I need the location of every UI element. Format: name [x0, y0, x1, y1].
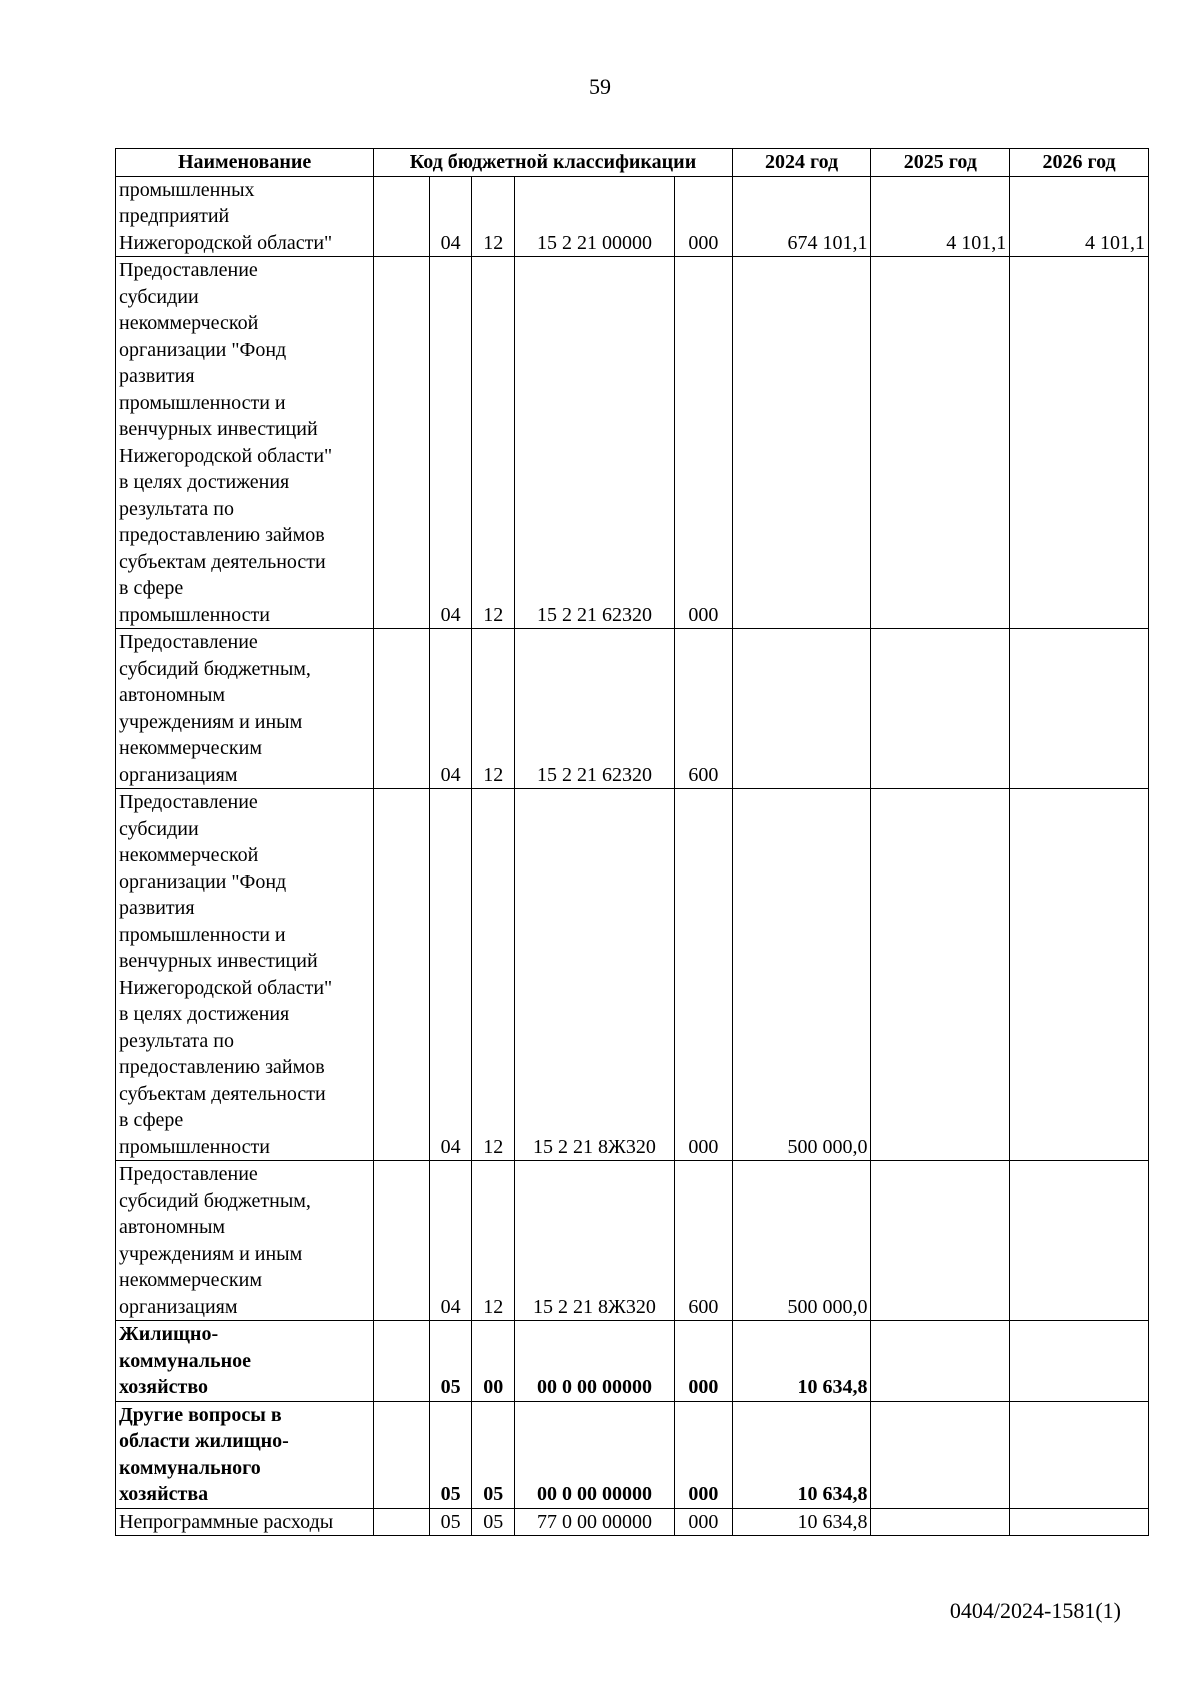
row-name: Другие вопросы в области жилищно- коммунального хозяйства [116, 1401, 374, 1508]
row-value-2024: 500 000,0 [732, 1161, 871, 1321]
row-name: Непрограммные расходы [116, 1508, 374, 1536]
row-value-2026 [1010, 1321, 1149, 1402]
row-value-2025 [871, 629, 1010, 789]
row-name: Жилищно- коммунальное хозяйство [116, 1321, 374, 1402]
header-2024: 2024 год [732, 149, 871, 177]
table-row [116, 1321, 1149, 1402]
row-code-part-1 [374, 1321, 430, 1402]
row-expense-type: 600 [674, 629, 732, 789]
row-section: 04 [429, 1161, 472, 1321]
row-name: Предоставление субсидий бюджетным, автономным учреждениям и иным некоммерческим организациям [116, 1161, 374, 1321]
row-code-part-1 [374, 789, 430, 1161]
row-section: 04 [429, 257, 472, 629]
row-subsection: 12 [472, 257, 515, 629]
row-section: 05 [429, 1321, 472, 1402]
table-row [116, 1401, 1149, 1508]
row-value-2024 [732, 629, 871, 789]
row-value-2025 [871, 789, 1010, 1161]
table-row [116, 176, 1149, 257]
row-section: 04 [429, 629, 472, 789]
row-section: 04 [429, 789, 472, 1161]
row-value-2024: 500 000,0 [732, 789, 871, 1161]
row-expense-type: 000 [674, 789, 732, 1161]
row-section: 04 [429, 176, 472, 257]
row-value-2026 [1010, 257, 1149, 629]
row-expense-type: 000 [674, 1321, 732, 1402]
row-value-2024: 674 101,1 [732, 176, 871, 257]
table-row [116, 1161, 1149, 1321]
document-code: 0404/2024-1581(1) [949, 1598, 1121, 1623]
row-subsection: 12 [472, 1161, 515, 1321]
row-code-part-1 [374, 1508, 430, 1536]
row-value-2024: 10 634,8 [732, 1508, 871, 1536]
header-name: Наименование [116, 149, 374, 177]
row-target-article: 15 2 21 8Ж320 [514, 1161, 674, 1321]
row-subsection: 12 [472, 176, 515, 257]
row-code-part-1 [374, 1161, 430, 1321]
header-2025: 2025 год [871, 149, 1010, 177]
row-expense-type: 000 [674, 176, 732, 257]
row-expense-type: 000 [674, 1401, 732, 1508]
row-value-2026 [1010, 1401, 1149, 1508]
row-expense-type: 600 [674, 1161, 732, 1321]
row-value-2025 [871, 257, 1010, 629]
row-subsection: 12 [472, 629, 515, 789]
row-expense-type: 000 [674, 1508, 732, 1536]
row-target-article: 00 0 00 00000 [514, 1321, 674, 1402]
row-target-article: 77 0 00 00000 [514, 1508, 674, 1536]
row-value-2025 [871, 1161, 1010, 1321]
header-2026: 2026 год [1010, 149, 1149, 177]
row-code-part-1 [374, 1401, 430, 1508]
row-subsection: 00 [472, 1321, 515, 1402]
row-name: Предоставление субсидии некоммерческой организации "Фонд развития промышленности и венчурных инвестиций Нижегородской области" в целях достижения результата по предоставлению займов субъектам деятельности в сфере промышленности [116, 257, 374, 629]
row-subsection: 12 [472, 789, 515, 1161]
row-value-2024: 10 634,8 [732, 1321, 871, 1402]
row-target-article: 15 2 21 00000 [514, 176, 674, 257]
header-row [116, 149, 1149, 177]
row-name: промышленных предприятий Нижегородской области" [116, 176, 374, 257]
row-value-2025 [871, 1508, 1010, 1536]
row-value-2025: 4 101,1 [871, 176, 1010, 257]
row-code-part-1 [374, 629, 430, 789]
row-value-2025 [871, 1401, 1010, 1508]
row-value-2026: 4 101,1 [1010, 176, 1149, 257]
row-value-2025 [871, 1321, 1010, 1402]
row-target-article: 15 2 21 62320 [514, 629, 674, 789]
row-name: Предоставление субсидий бюджетным, автономным учреждениям и иным некоммерческим организациям [116, 629, 374, 789]
row-value-2024: 10 634,8 [732, 1401, 871, 1508]
row-code-part-1 [374, 257, 430, 629]
row-value-2026 [1010, 1161, 1149, 1321]
row-section: 05 [429, 1508, 472, 1536]
page-number: 59 [589, 74, 611, 99]
row-value-2026 [1010, 789, 1149, 1161]
row-value-2026 [1010, 629, 1149, 789]
row-value-2026 [1010, 1508, 1149, 1536]
row-value-2024 [732, 257, 871, 629]
budget-table [115, 148, 1149, 1536]
row-target-article: 15 2 21 62320 [514, 257, 674, 629]
row-name: Предоставление субсидии некоммерческой организации "Фонд развития промышленности и венчурных инвестиций Нижегородской области" в целях достижения результата по предоставлению займов субъектам деятельности в сфере промышленности [116, 789, 374, 1161]
row-subsection: 05 [472, 1508, 515, 1536]
table-row [116, 1508, 1149, 1536]
row-target-article: 15 2 21 8Ж320 [514, 789, 674, 1161]
table-row [116, 629, 1149, 789]
header-code: Код бюджетной классификации [374, 149, 733, 177]
row-code-part-1 [374, 176, 430, 257]
row-expense-type: 000 [674, 257, 732, 629]
table-row [116, 789, 1149, 1161]
table-row [116, 257, 1149, 629]
row-section: 05 [429, 1401, 472, 1508]
row-target-article: 00 0 00 00000 [514, 1401, 674, 1508]
row-subsection: 05 [472, 1401, 515, 1508]
